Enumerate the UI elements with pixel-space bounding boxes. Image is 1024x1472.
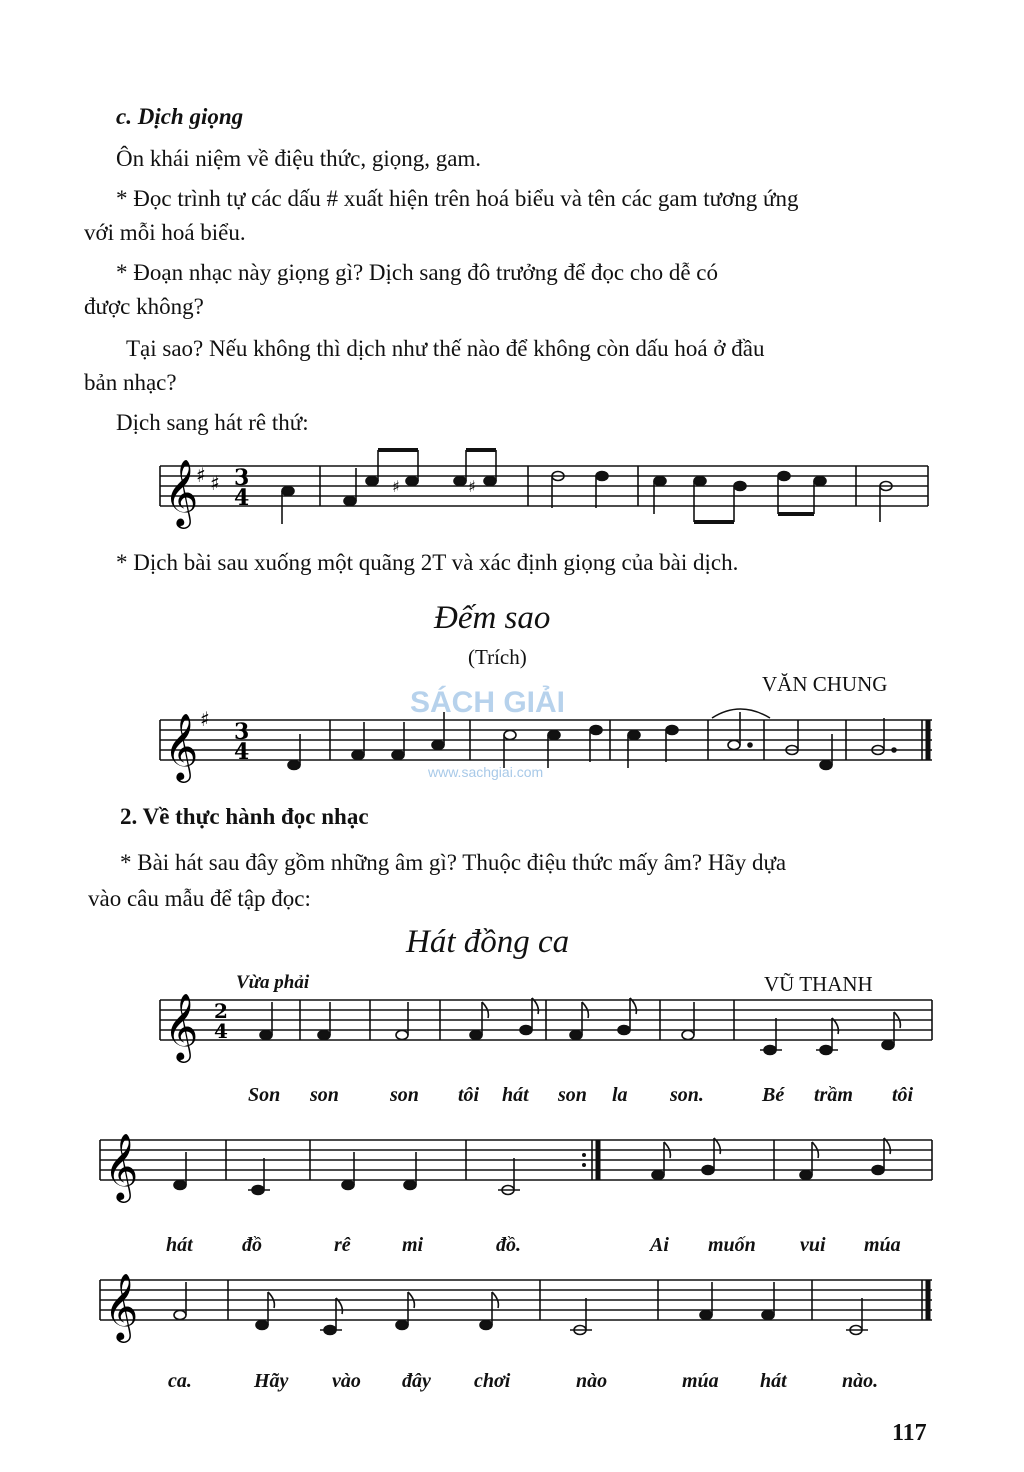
lyric-word: Hãy — [254, 1370, 289, 1392]
time-signature-bottom: 4 — [234, 739, 250, 765]
paragraph: vào câu mẫu để tập đọc: — [88, 886, 311, 911]
notes — [174, 1138, 890, 1195]
lyric-word: chơi — [474, 1370, 511, 1392]
lyric-word: hát — [166, 1234, 193, 1256]
lyric-word: trầm — [814, 1084, 853, 1106]
lyric-word: la — [612, 1084, 628, 1106]
page-number: 117 — [892, 1420, 927, 1446]
lyric-word: ca. — [168, 1370, 192, 1392]
notes — [260, 998, 900, 1055]
lyric-word: muốn — [708, 1234, 756, 1256]
lyric-word: mi — [402, 1234, 424, 1256]
time-signature-top: 2 — [214, 999, 228, 1023]
lyric-word: son — [390, 1084, 419, 1106]
paragraph: * Dịch bài sau xuống một quãng 2T và xác định giọng của bài dịch. — [116, 550, 739, 575]
music-staff-line-2 — [0, 1124, 1024, 1224]
treble-clef-icon: 𝄞 — [164, 712, 199, 780]
lyric-word: tôi — [458, 1084, 480, 1106]
paragraph: với mỗi hoá biểu. — [84, 220, 246, 245]
paragraph: Ôn khái niệm về điệu thức, giọng, gam. — [116, 146, 482, 171]
treble-clef-icon: 𝄞 — [164, 992, 199, 1060]
music-staff-d-minor — [0, 440, 1024, 540]
lyric-word: múa — [864, 1234, 901, 1256]
song-author: VŨ THANH — [764, 972, 873, 996]
lyric-word: tôi — [892, 1084, 914, 1106]
sharp-icon: ♯ — [200, 707, 210, 731]
treble-clef-icon: 𝄞 — [164, 458, 199, 526]
lyric-word: đồ. — [496, 1234, 521, 1256]
time-signature-bottom: 4 — [234, 485, 250, 511]
lyric-word: Ai — [650, 1234, 669, 1256]
lyric-word: hát — [760, 1370, 787, 1392]
lyric-word: rê — [334, 1234, 351, 1256]
tempo-marking: Vừa phải — [236, 972, 310, 993]
lyric-word: vui — [800, 1234, 826, 1256]
time-signature-top: 3 — [234, 465, 250, 491]
watermark-logo: SÁCH GIẢI — [410, 686, 566, 719]
lyric-word: Bé — [762, 1084, 785, 1106]
svg-text:♯: ♯ — [468, 477, 476, 496]
song-subtitle: (Trích) — [468, 645, 527, 669]
svg-text:♯: ♯ — [392, 477, 400, 496]
sharp-icon: ♯ — [210, 471, 220, 495]
music-staff-line-3 — [0, 1264, 1024, 1364]
lyric-word: Son — [248, 1084, 281, 1106]
music-staff-line-1 — [0, 984, 1024, 1084]
lyric-word: vào — [332, 1370, 361, 1392]
lyric-word: đây — [402, 1370, 431, 1392]
lyric-word: nào. — [842, 1370, 879, 1392]
song-author: VĂN CHUNG — [762, 672, 888, 696]
paragraph: Dịch sang hát rê thứ: — [116, 410, 309, 435]
lyric-word: múa — [682, 1370, 719, 1392]
song-title: Hát đồng ca — [406, 924, 570, 960]
paragraph: * Đoạn nhạc này giọng gì? Dịch sang đô trưởng để đọc cho dễ có — [116, 260, 719, 285]
sharp-icon: ♯ — [196, 463, 206, 487]
paragraph: * Đọc trình tự các dấu # xuất hiện trên hoá biểu và tên các gam tương ứng — [116, 186, 799, 211]
watermark-url: www.sachgiai.com — [428, 764, 544, 780]
paragraph: bản nhạc? — [84, 370, 177, 395]
paragraph: được không? — [84, 294, 204, 319]
lyric-word: son — [558, 1084, 587, 1106]
section-heading: c. Dịch giọng — [116, 104, 244, 129]
lyric-word: nào — [576, 1370, 608, 1392]
treble-clef-icon: 𝄞 — [104, 1132, 139, 1200]
section-heading: 2. Về thực hành đọc nhạc — [120, 804, 369, 829]
lyric-word: hát — [502, 1084, 529, 1106]
lyric-word: đồ — [242, 1234, 262, 1256]
time-signature-bottom: 4 — [214, 1019, 228, 1043]
notes — [282, 450, 892, 524]
time-signature-top: 3 — [234, 719, 250, 745]
song-title: Đếm sao — [434, 600, 551, 636]
lyric-word: son. — [670, 1084, 704, 1106]
paragraph: * Bài hát sau đây gồm những âm gì? Thuộc điệu thức mấy âm? Hãy dựa — [120, 850, 787, 875]
paragraph: Tại sao? Nếu không thì dịch như thế nào để không còn dấu hoá ở đầu — [126, 336, 765, 361]
lyric-word: son — [310, 1084, 339, 1106]
treble-clef-icon: 𝄞 — [104, 1272, 139, 1340]
